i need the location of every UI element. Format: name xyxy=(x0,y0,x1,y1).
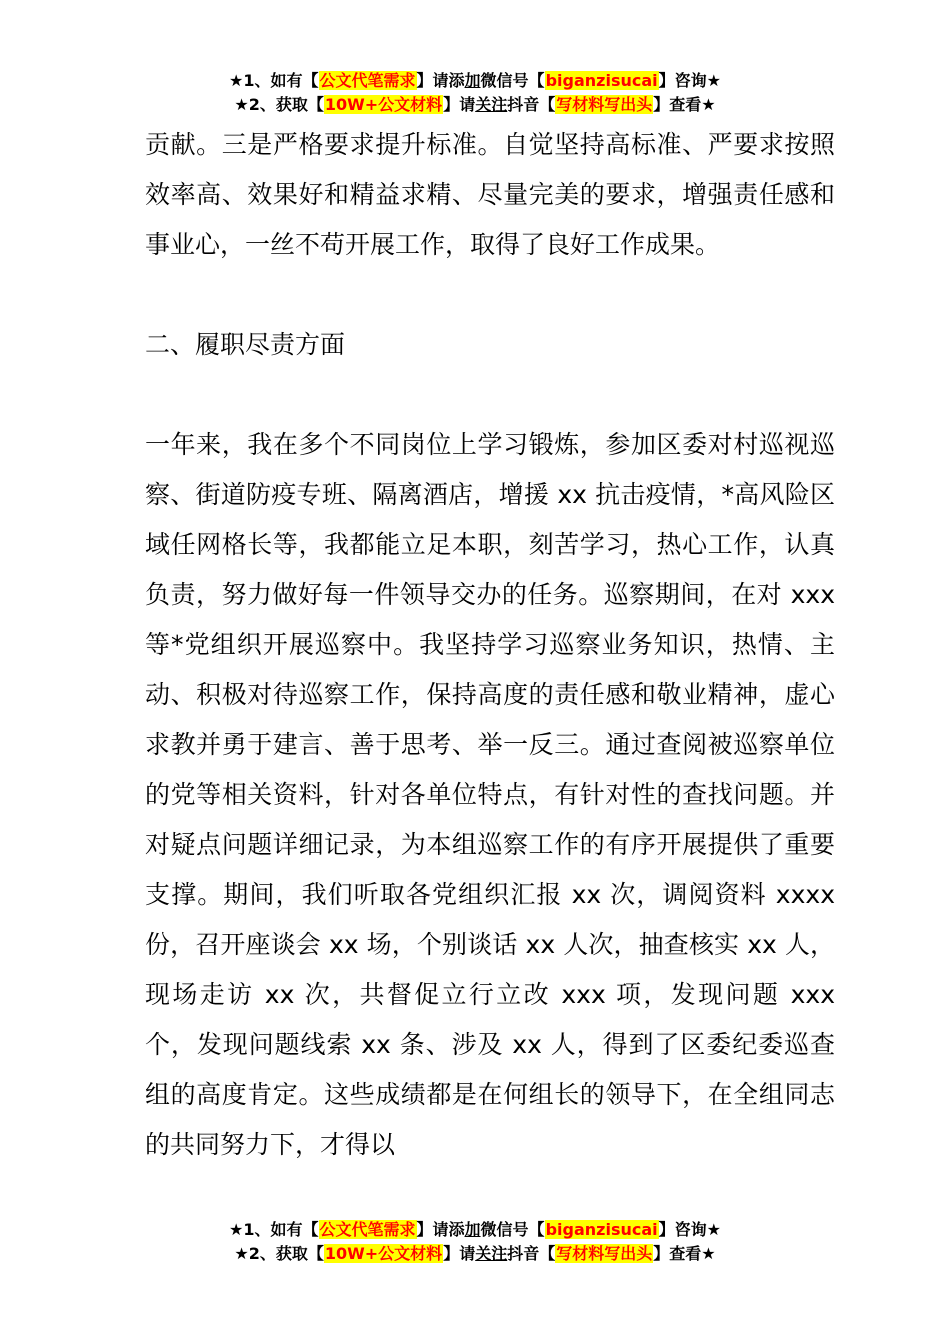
banner-highlight: biganzisucai xyxy=(545,71,658,90)
banner-underlined: 关注 xyxy=(475,1244,508,1263)
banner-highlight: 10W+公文材料 xyxy=(324,95,443,114)
paragraph-2: 一年来，我在多个不同岗位上学习锻炼，参加区委对村巡视巡察、街道防疫专班、隔离酒店，增援 xx 抗击疫情，*高风险区域任网格长等，我都能立足本职，刻苦学习，热心工作，认真负责，努力做好每一件领导交办的任务。巡察期间，在对 xxx 等*党组织开展巡察中。我坚持学习巡察业务知识，热情、主动、积极对待巡察工作，保持高度的责任感和敬业精神，虚心求教并勇于建言、善于思考、举一反三。通过查阅被巡察单位的党等相关资料，针对各单位特点，有针对性的查找问题。并对疑点问题详细记录，为本组巡察工作的有序开展提供了重要支撑。期间，我们听取各党组织汇报 xx 次，调阅资料 xxxx 份，召开座谈会 xx 场，个别谈话 xx 人次，抽查核实 xx 人，现场走访 xx 次，共督促立行立改 xxx 项，发现问题 xxx 个，发现问题线索 xx 条、涉及 xx 人，得到了区委纪委巡查组的高度肯定。这些成绩都是在何组长的领导下，在全组同志的共同努力下，才得以 xyxy=(145,430,835,1159)
banner-highlight: 公文代笔需求 xyxy=(319,71,416,90)
document-body xyxy=(145,120,835,1170)
banner-text: 】请 xyxy=(443,1244,476,1263)
banner-text: 】咨询★ xyxy=(658,71,721,90)
banner-line-1 xyxy=(0,1218,950,1242)
banner-text: ★2、获取【 xyxy=(234,1244,324,1263)
footer-banner xyxy=(0,1218,950,1266)
banner-text: 】咨询★ xyxy=(658,1220,721,1239)
banner-highlight: 写材料写出头 xyxy=(556,1244,653,1263)
banner-line-2 xyxy=(0,93,950,117)
banner-underlined: 加 xyxy=(464,71,481,90)
banner-text: ★2、获取【 xyxy=(234,95,324,114)
banner-text: 微信号【 xyxy=(480,71,545,90)
banner-text: 微信号【 xyxy=(480,1220,545,1239)
paragraph-1: 贡献。三是严格要求提升标准。自觉坚持高标准、严要求按照效率高、效果好和精益求精、尽量完美的要求，增强责任感和事业心，一丝不苟开展工作，取得了良好工作成果。 xyxy=(145,130,835,259)
banner-text: 抖音【 xyxy=(507,1244,556,1263)
banner-line-2 xyxy=(0,1242,950,1266)
banner-underlined: 加 xyxy=(464,1220,481,1239)
banner-highlight: biganzisucai xyxy=(545,1220,658,1239)
section-heading: 二、履职尽责方面 xyxy=(145,330,346,359)
banner-highlight: 写材料写出头 xyxy=(556,95,653,114)
banner-text: 】请 xyxy=(443,95,476,114)
banner-text: 抖音【 xyxy=(507,95,556,114)
banner-text: 】查看★ xyxy=(653,95,716,114)
paragraph-gap xyxy=(145,270,835,320)
banner-line-1 xyxy=(0,69,950,93)
banner-highlight: 10W+公文材料 xyxy=(324,1244,443,1263)
header-banner xyxy=(0,69,950,117)
banner-text: 】请添 xyxy=(416,71,465,90)
banner-text: ★1、如有【 xyxy=(229,71,319,90)
banner-text: 】请添 xyxy=(416,1220,465,1239)
banner-text: ★1、如有【 xyxy=(229,1220,319,1239)
banner-underlined: 关注 xyxy=(475,95,508,114)
banner-text: 】查看★ xyxy=(653,1244,716,1263)
banner-highlight: 公文代笔需求 xyxy=(319,1220,416,1239)
paragraph-gap xyxy=(145,370,835,420)
